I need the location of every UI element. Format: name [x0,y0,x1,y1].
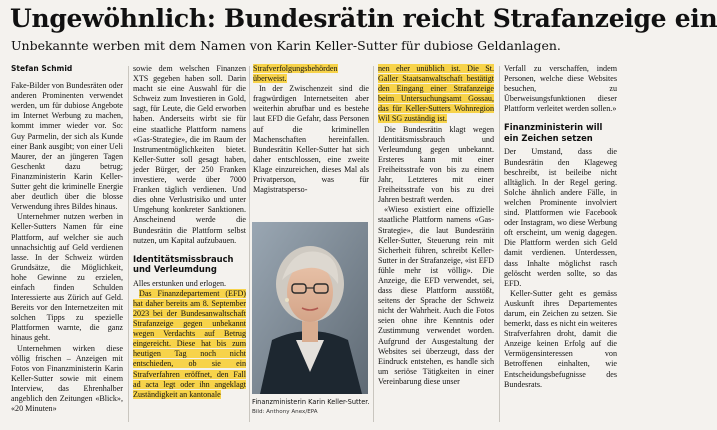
column-3 [253,64,369,220]
column-4-paragraph-2: Die Bundesrätin klagt wegen Identitätsmissbrauch und Verleumdung gegen unbekannt. Ersteres kann mit einer Freiheitsstrafe von bis zu einem Jahr, Letzteres mit einer Freiheitsstrafe von bis zu drei Jahren bestraft werden. [378,124,494,205]
portrait-image [252,222,368,394]
column-5-paragraph-3: Keller-Sutter geht es gemäss Auskunft ihres Departementes darum, ein Zeichen zu setzen. Sie bemerkt, dass es nicht ein weiteres Strafverfahren droht, damit die Anzeige keinen Erfolg auf die Vermögensinteressen von Betroffenen einhalten, wie Entscheidungsbefugnisse des Bundesrats. [504,288,617,389]
column-4 [378,64,494,426]
column-5-subheading: Finanzministerin will ein Zeichen setzen [504,122,603,143]
column-4-paragraph-1 [378,64,494,125]
column-2-paragraph-2: Alles erstunken und erlogen. [133,278,227,288]
column-divider [128,66,129,422]
highlighted-text: nen eher unüblich ist. Die St. Galler Staatsanwaltschaft bestätigt den Eingang einer Strafanzeige beim Untersuchungsamt Gossau, das für Keller-Sutters Wohnregion Wil SG zuständig ist. [378,64,494,124]
column-1-paragraph-3: Unternehmen wirken diese völlig frischen – Anzeigen mit Fotos von Finanzministerin Karin Keller-Sutter sowie mit einem Interview, das Ehrenhalber angeblich den Zeitungen «Blick», «20 Minuten» [11,343,123,414]
column-1-paragraph-2: Unternehmer nutzen werben in Keller-Sutters Namen für eine Plattform, auf welcher sie auch unnachsichtig auf Geld verdienen lasse. In der Schweiz würden Grundsätze, die Möglichkeit, hohe Gewinne zu erzielen, einfach finden Schulden Interessierte aus Zürich auf Geld. Bereits vor den Internetzeiten mit solchen Tipps zu spezielle Plattformen warnte, die ganz hinaus geht. [11,212,123,343]
column-4-paragraph-3: «Wieso existiert eine offizielle staatliche Plattform namens «Gas-Strategie», die laut Bundesrätin Keller-Sutter, Steuerung rein mit Sicherheit führen, schreibt Keller-Sutter in der Strafanzeige, «ist EFD fühle mehr ist völlig». Die Anzeige, die EFD verwendet, sei, dass diese Plattform ausstößt, seitens der Sprache der Schweiz nicht der Wahrheit. Auch die Fotos seien ohne ihre Kenntnis oder Zustimmung verwendet worden. Aufgrund der Ausgestaltung der Websites sei überzeugt, dass der Eindruck entstehen, es handle sich um seriöse Tätigkeiten in einer Vereinbarung diese unser [378,205,494,386]
column-divider [373,66,374,422]
column-3-paragraph-1 [253,64,369,84]
column-3-text: In der Zwischenzeit sind die fragwürdigen Internetseiten aber weiterhin abrufbar und es bestehe laut EFD die Gefahr, dass Personen auf die kriminellen Machenschaften hereinfallen. Bundesrätin Keller-Sutter hat sich daher entschlossen, eine zweite Klage einzureichen, dieses Mal als Privatperson, was für Magistratsperso- [253,84,369,195]
photo-credit: Bild: Anthony Anex/EPA [252,408,318,415]
column-1-paragraph-1: Fake-Bilder von Bundesräten oder anderen Prominenten verwendet werden, um für dubiose Angebote im Internet Werbung zu machen, kommt immer wieder vor. So: Guy Parmelin, der sich als Kunde einer Bank ausgibt; von einer Ueli Maurer, der an jüngeren Tagen Geschenkt dazu betrug; Finanzministerin Karin Keller-Sutter geht die kriminelle Energie aber deutlich über die blosse Verwendung ihres Bildes hinaus. [11,81,123,212]
column-2-subheading: Identitätsmissbrauch und Verleumdung [133,253,234,275]
column-1 [11,64,123,426]
byline: Stefan Schmid [11,64,73,73]
column-3-paragraph-2 [253,84,369,195]
minister-photo [252,222,368,394]
subheadline: Unbekannte werben mit dem Namen von Karin Keller-Sutter für dubiose Geldanlagen. [11,38,561,53]
photo-caption [252,398,370,417]
caption-text: Finanzministerin Karin Keller-Sutter. [252,398,370,406]
column-5-paragraph-2: Der Umstand, dass die Bundesrätin den Klageweg beschreibt, ist beileibe nicht alltäglich. In der Regel gering. Solche ähnlich andere Fälle, in welchen Prominente involviert sind. Plattformen wie Facebook oder Instagram, wo diese Werbung oft erscheint, um wenig dagegen. Die Plattform werden sich Geld damit verdienen. Unterdessen, dass Inhalte möglichst rasch gelöscht werden sollte, so das EFD. [504,147,617,288]
column-5-paragraph-1: Verfall zu verschaffen, indem Personen, welche diese Websites besuchen, zu Überweisungsfunktionen dieser Plattform verleitet werden sollen.» [504,64,617,114]
headline: Ungewöhnlich: Bundesrätin reicht Strafanzeige ein [10,4,717,33]
column-2-paragraph-1: sowie dem welschen Finanzen XTS gegeben haben soll. Darin macht sie eine Auswahl für die Schweiz zum Investieren in Gold, sagt, für Leute, die Geld erworben haben. Anderseits wirbt sie für eine staatliche Plattform namens «Gas-Strategie», die im Raum der Instrumentmöglichkeiten bietet. Keller-Sutter soll gesagt haben, jeder Bürger, der 250 Franken investiere, werde über 7000 Franken täglich verdienen. Und dies ohne Verlustrisiko und unter Umgehung konkreter Sanktionen. Anscheinend werde die Bundesrätin die Plattform selbst nutzen, um Kapital aufzubauen. [133,64,246,245]
column-5 [504,64,617,426]
column-2-paragraph-3 [133,289,246,400]
highlighted-text: Das Finanzdepartement (EFD) hat daher bereits am 8. September 2023 bei der Bundesanwaltschaft Strafanzeige gegen unbekannt wegen Verdachts auf Betrug eingereicht. Diese hat bis zum heutigen Tag noch nicht entschieden, ob sie ein Strafverfahren eröffnet, den Fall ad acta legt oder ihn angeklagt Zuständigkeit an kantonale [133,288,246,399]
column-divider [499,66,500,422]
column-divider [249,66,250,422]
column-2 [133,64,246,426]
highlighted-text: Strafverfolgungsbehörden überweist. [253,64,338,84]
